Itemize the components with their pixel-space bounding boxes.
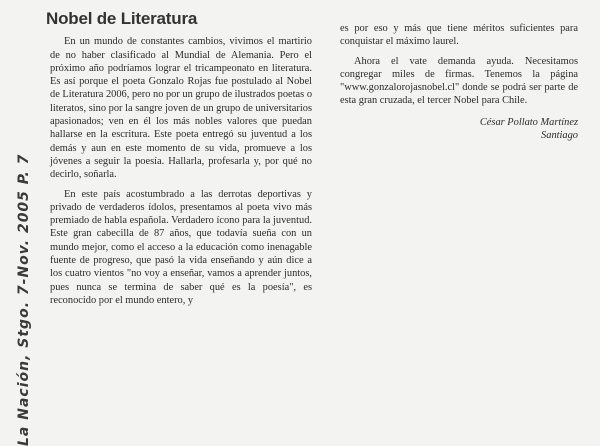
- author-place: Santiago: [541, 130, 578, 142]
- paragraph: es por eso y más que tiene méritos suficientes para conquistar el máximo laurel.: [340, 23, 578, 48]
- paragraph: En este país acostumbrado a las derrotas deportivas y privado de verdaderos ídolos, presentamos al poeta vivo más premiado de habla española. Verdadero ícono para la juventud. Este gran cabecilla de 87 años, que todavía sueña con un mundo mejor, como el acceso a la educación como inenagable fuente de progreso, que pasó la vida enseñando y aún dice a los cuatro vientos "no voy a enseñar, vamos a aprender juntos, pues nunca se termina de saber qué es la poesía", es reconocido por el mundo entero, y: [50, 188, 312, 306]
- article-title: Nobel de Literatura: [46, 9, 198, 28]
- author-name: César Pollato Martínez: [479, 116, 578, 128]
- paragraph: Ahora el vate demanda ayuda. Necesitamos congregar miles de firmas. Tenemos la página "www.gonzalorojasnobel.cl" donde se podrá ser parte de esta gran cruzada, el tercer Nobel para Chile.: [340, 55, 578, 107]
- handwritten-annotation: La Nación, Stgo. 7-Nov. 2005 P. 7: [16, 153, 32, 446]
- signature-block: [340, 116, 578, 143]
- left-column: [46, 9, 313, 313]
- paragraph: En un mundo de constantes cambios, vivimos el martirio de no haber clasificado al Mundial de Alemania. Pero el próximo año podríamos lograr el tricampeonato en literatura. Es así porque el poeta Gonzalo Rojas fue postulado al Nobel de Literatura 2006, pero no por un grupo de ilustrados poetas o literatos, sino por la sangre joven de un grupo de universitarios apasionados; ven en él los más nobles valores que puedan hallarse en la escritura. Este poeta entregó su juventud a los demás y aun en este momento de su vida, promueve a los jóvenes a seguir la poesía. Hallarla, profesarla y, por qué no decirlo, soñarla.: [50, 36, 313, 181]
- right-column: [340, 22, 578, 142]
